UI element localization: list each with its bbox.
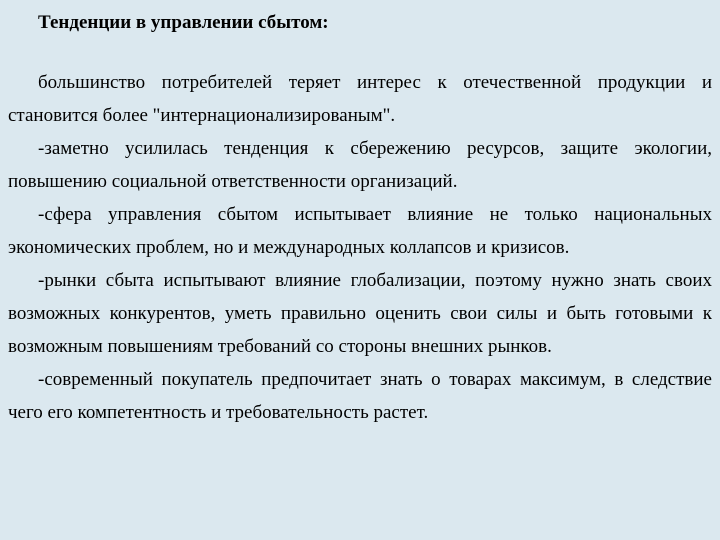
paragraph-consumer-interest: большинство потребителей теряет интерес к отечественной продукции и становится более "интернационализированым". (8, 72, 712, 126)
slide-content (8, 8, 712, 429)
slide-title: Тенденции в управлении сбытом: (38, 12, 329, 33)
paragraph-globalization: -рынки сбыта испытывают влияние глобализации, поэтому нужно знать своих возможных конкурентов, уметь правильно оценить свои силы и быть готовыми к возможным повышениям требований со стороны внешних рынков. (8, 270, 712, 357)
paragraph-resource-saving: -заметно усилилась тенденция к сбережению ресурсов, защите экологии, повышению социальной ответственности организаций. (8, 138, 712, 192)
title-spacer (8, 38, 712, 66)
paragraph-buyer-competence: -современный покупатель предпочитает знать о товарах максимум, в следствие чего его компетентность и требовательность растет. (8, 369, 712, 423)
paragraph-crisis-influence: -сфера управления сбытом испытывает влияние не только национальных экономических проблем, но и международных коллапсов и кризисов. (8, 204, 712, 258)
